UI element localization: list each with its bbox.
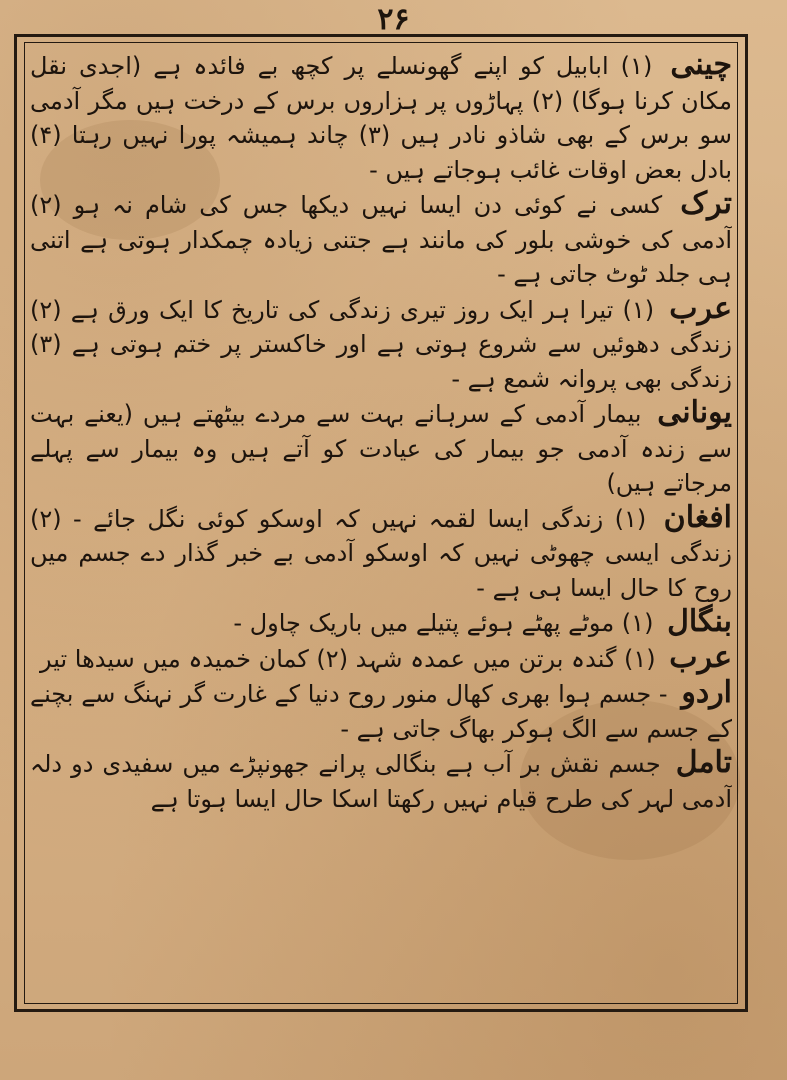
- entry-tamil: [30, 746, 732, 816]
- entry-bengal: [30, 605, 732, 641]
- entry-text: کسی نے کوئی دن ایسا نہیں دیکھا جس کی شام نہ ہو (۲) آدمی کی خوشی بلور کی مانند ہے جتنی زیادہ چمکدار ہوتی ہے اتنی ہی جلد ٹوٹ جاتی ہے -: [30, 191, 732, 288]
- entry-urdu: [30, 676, 732, 746]
- entry-greek: [30, 396, 732, 501]
- entry-text: (۱) تیرا ہر ایک روز تیری زندگی کی تاریخ کا ایک ورق ہے (۲) زندگی دھوئیں سے شروع ہوتی ہے اور خاکستر پر ختم ہوتی ہے (۳) زندگی بھی پروانہ شمع ہے -: [30, 295, 732, 393]
- entry-text: (۱) موٹے پھٹے ہوئے پتیلے میں باریک چاول -: [233, 609, 654, 637]
- proverbs-text: [30, 48, 732, 1000]
- entry-lead: چینی: [670, 48, 732, 82]
- page-number: ۲۶: [377, 2, 410, 37]
- entry-turk: [30, 187, 732, 292]
- entry-chinese: [30, 48, 732, 187]
- entry-text: (۱) ابابیل کو اپنے گھونسلے پر کچھ بے فائدہ ہے (اجدی نقل مکان کرنا ہوگا) (۲) پہاڑوں پر ہزاروں برس کے درخت ہیں مگر آدمی سو برس کے بھی شاذو نادر ہیں (۳) چاند ہمیشہ پورا نہیں رہتا (۴) بادل بعض اوقات غائب ہوجاتے ہیں -: [30, 52, 732, 184]
- entry-lead: تامل: [675, 745, 732, 780]
- entry-lead: یونانی: [657, 395, 732, 430]
- entry-lead: بنگال: [667, 604, 732, 639]
- entry-lead: ترک: [680, 186, 732, 221]
- entry-arab-2: [30, 641, 732, 677]
- entry-text: جسم نقش بر آب ہے بنگالی پرانے جھونپڑے میں سفیدی دو دلہ آدمی لہر کی طرح قیام نہیں رکھتا اسکا حال ایسا ہوتا ہے: [30, 750, 732, 813]
- entry-lead: اردو: [681, 675, 732, 710]
- entry-text: (۱) زندگی ایسا لقمہ نہیں کہ اوسکو کوئی نگل جائے - (۲) زندگی ایسی چھوٹی نہیں کہ اوسکو آدمی بے خبر گذار دے جسم میں روح کا حال ایسا ہی ہے -: [30, 504, 732, 602]
- entry-afghan: [30, 501, 732, 606]
- entry-lead: عرب: [669, 639, 732, 675]
- entry-lead: افغان: [663, 499, 732, 535]
- entry-text: (۱) گندہ برتن میں عمدہ شہد (۲) کمان خمیدہ میں سیدھا تیر: [39, 644, 656, 673]
- entry-lead: عرب: [669, 290, 732, 326]
- entry-text: - جسم ہوا بھری کھال منور روح دنیا کے غارت گر نہنگ سے بچنے کے جسم سے الگ ہوکر بھاگ جاتی ہے -: [30, 680, 732, 743]
- entry-text: بیمار آدمی کے سرہانے بہت سے مردے بیٹھتے ہیں (یعنے بہت سے زندہ آدمی جو بیمار کی عیادت کو آتے ہیں وہ بیمار سے پہلے مرجاتے ہیں): [30, 400, 732, 497]
- entry-arab: [30, 292, 732, 397]
